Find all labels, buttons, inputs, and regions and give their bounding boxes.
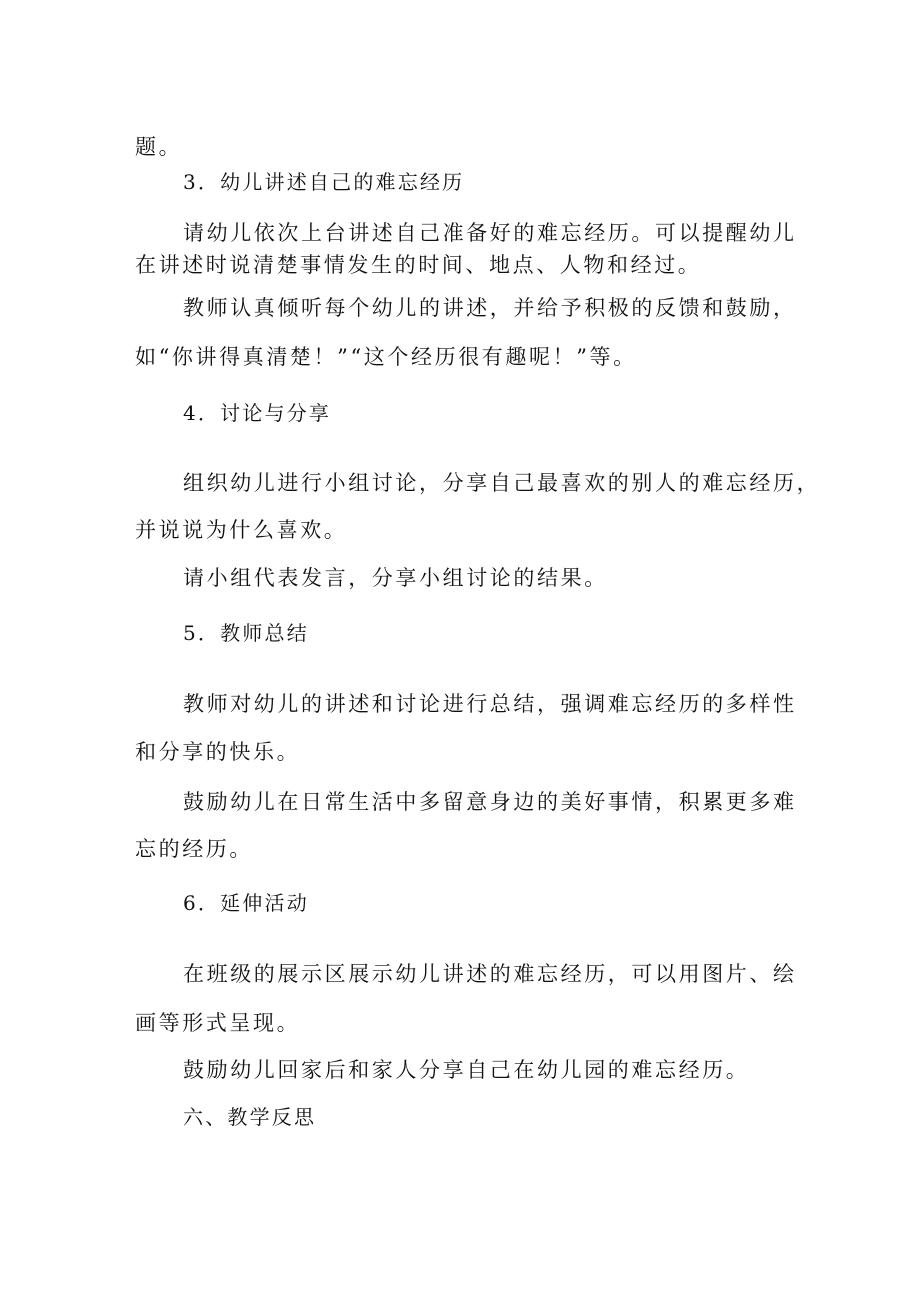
- section-heading-4: 4．讨论与分享: [183, 401, 332, 425]
- paragraph-line: 鼓励幼儿在日常生活中多留意身边的美好事情，积累更多难: [183, 790, 797, 814]
- paragraph-line: 如“你讲得真清楚！”“这个经历很有趣呢！”等。: [135, 345, 637, 369]
- section-heading-5: 5．教师总结: [183, 621, 309, 645]
- paragraph-line: 和分享的快乐。: [135, 740, 301, 764]
- paragraph-line: 请小组代表发言，分享小组讨论的结果。: [183, 566, 608, 590]
- paragraph-line: 在讲述时说清楚事情发生的时间、地点、人物和经过。: [135, 253, 702, 277]
- paragraph-line: 并说说为什么喜欢。: [135, 518, 348, 542]
- paragraph-line: 鼓励幼儿回家后和家人分享自己在幼儿园的难忘经历。: [183, 1058, 750, 1082]
- section-heading-3: 3．幼儿讲述自己的难忘经历: [183, 170, 465, 194]
- paragraph-line: 在班级的展示区展示幼儿讲述的难忘经历，可以用图片、绘: [183, 962, 797, 986]
- paragraph-line: 教师对幼儿的讲述和讨论进行总结，强调难忘经历的多样性: [183, 692, 797, 716]
- section-heading-reflection: 六、教学反思: [183, 1105, 317, 1129]
- paragraph-line: 忘的经历。: [135, 837, 253, 861]
- paragraph-line: 题。: [135, 135, 183, 159]
- paragraph-line: 组织幼儿进行小组讨论，分享自己最喜欢的别人的难忘经历，: [183, 471, 821, 495]
- paragraph-line: 教师认真倾听每个幼儿的讲述，并给予积极的反馈和鼓励，: [183, 296, 797, 320]
- paragraph-line: 画等形式呈现。: [135, 1011, 301, 1035]
- section-heading-6: 6．延伸活动: [183, 891, 309, 915]
- paragraph-line: 请幼儿依次上台讲述自己准备好的难忘经历。可以提醒幼儿: [183, 221, 797, 245]
